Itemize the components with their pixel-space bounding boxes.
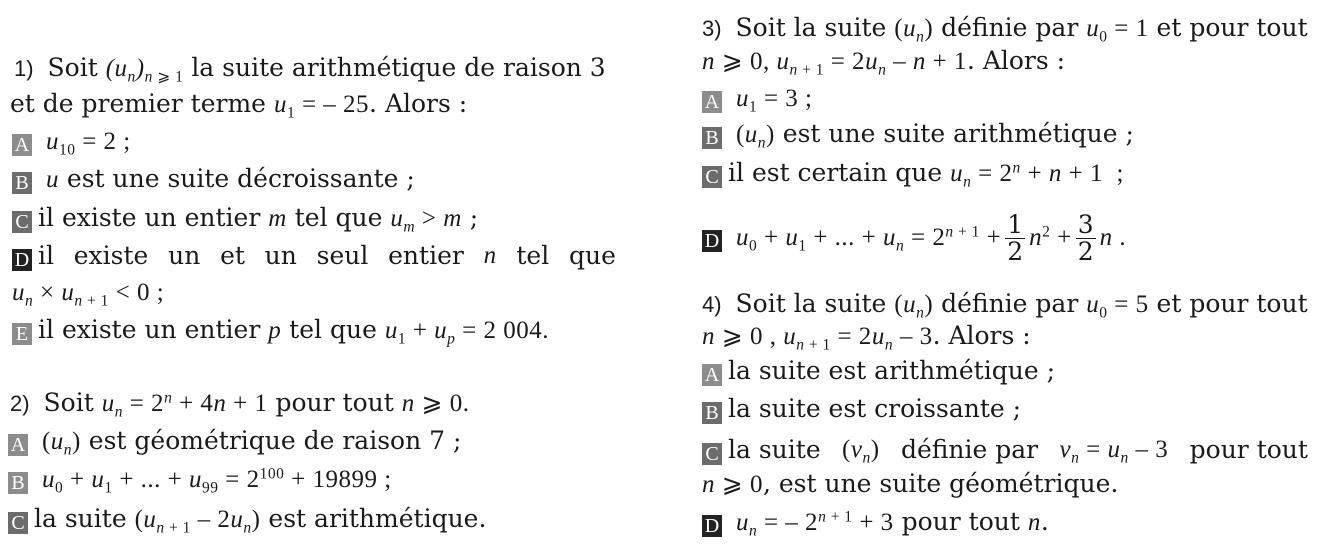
q4-seq: $(u_n)$ [894,291,934,322]
q1-statement [14,52,606,85]
option-badge-e: E [12,323,32,345]
q1-intro-line2-b: . Alors : [369,89,468,118]
q1-d-word: un [168,241,201,270]
q4-c-line1 [702,434,1308,466]
q1-option-b[interactable] [12,163,415,196]
q4-a-text: la suite est arithmétique ; [728,356,1055,385]
q1-intro-line2-a: et de premier terme [10,89,266,118]
q1-c-text-c: ; [461,203,479,232]
q3-d-expr-b: $n^2$ + [1029,223,1072,251]
q4-line2-b: . Alors : [932,321,1031,350]
q1-d-word: existe [73,241,149,270]
q4-c-text-c: pour tout [1189,435,1308,464]
q1-b-var: u [45,166,59,193]
q3-intro-c: et pour tout [1156,13,1308,42]
q4-c-cond: n ⩾ 0 [702,471,763,498]
q3-line2-b: . Alors : [966,46,1066,75]
q1-a-expr: $u_{10} = 2$ ; [45,128,131,159]
frac-numerator: 1 [1007,210,1024,239]
q3-u0: $u_0 = 1$ [1086,15,1149,46]
option-badge-c: C [12,211,32,233]
option-badge-a: A [702,91,722,113]
q1-c-text-a: il existe un entier [38,203,269,232]
q3-option-c[interactable] [702,157,1124,190]
option-badge-d: D [12,249,32,271]
q1-d-word: que [568,241,616,270]
q4-option-c-line2 [702,468,1118,501]
q3-intro-b: définie par [941,13,1079,42]
option-badge-a: A [12,134,32,156]
q1-option-a[interactable] [12,125,131,158]
q4-option-b[interactable] [702,393,1021,425]
q1-option-c[interactable] [12,202,478,235]
q2-option-a[interactable] [8,425,461,458]
q4-recurrence: n ⩾ 0 , $u_{n + 1} = 2u_n - 3$ [702,323,933,354]
q1-d-word: et [220,241,245,270]
q4-option-a[interactable] [702,355,1055,387]
q1-c-var: m [268,205,287,232]
q4-statement-line2 [702,320,1031,353]
q4-u0: $u_0 = 5$ [1086,291,1149,322]
q3-d-expr-c: n . [1099,224,1127,251]
q1-d-word: un [264,241,297,270]
q3-d-frac1 [1005,212,1025,265]
q3-statement-line2 [702,45,1065,78]
q1-seq: $(u_n)_{n ⩾ 1}$ [105,55,184,86]
q3-b-text: est une suite arithmétique ; [774,119,1134,148]
q2-c-text-b: est arithmétique. [260,504,487,533]
option-badge-c: C [702,166,722,188]
q2-c-text-a: la suite [34,504,135,533]
q4-d-var: n [1027,509,1041,536]
frac-denominator: 2 [1007,237,1024,266]
q1-d-word: il [38,241,54,270]
q2-a-text: est géométrique de raison 7 ; [80,426,462,455]
q3-number: 3) [702,16,722,41]
q4-number: 4) [702,292,722,317]
option-badge-d: D [702,230,722,252]
option-badge-b: B [702,402,722,424]
q2-a-expr: $(u_n)$ [41,428,81,459]
q4-c-line2-b: , est une suite géométrique. [762,469,1119,498]
q3-option-d[interactable] [702,208,1126,267]
q2-intro-b: pour tout [275,388,394,417]
q1-number: 1) [14,56,34,81]
q1-e-cond: $u_1 + u_p = 2$ 004. [384,317,550,348]
option-badge-a: A [702,364,722,386]
q4-intro-b: définie par [941,289,1079,318]
q3-statement [702,12,1308,45]
q3-recurrence: n ⩾ 0, $u_{n + 1} = 2u_n - n + 1$ [702,48,967,79]
q2-number: 2) [10,391,30,416]
q2-intro-a: Soit [43,388,94,417]
q3-c-text: il est certain que [728,158,951,187]
q4-option-c[interactable] [702,434,1308,466]
q2-option-c[interactable] [8,503,486,536]
q1-d-word: seul [316,241,369,270]
option-badge-b: B [702,127,722,149]
option-badge-b: B [8,472,28,494]
q4-d-expr: $u_n$ = – $2^{n + 1} + 3$ [735,508,894,540]
q4-d-text-a: pour tout [893,507,1028,536]
q4-c-text-a: la suite [728,435,821,464]
q3-intro-a: Soit la suite [735,13,887,42]
q3-a-expr: $u_1 = 3$ ; [735,85,813,116]
q2-b-expr: $u_0 + u_1$ + ... + $u_{99} = 2^{100} + 19899$ ; [41,465,392,497]
q1-d-word: tel [516,241,550,270]
option-badge-c: C [8,512,28,534]
q2-formula: $u_n = 2^n + 4n + 1$ [101,389,268,421]
q1-u1-eq: $u_1$ = – 25 [273,91,370,122]
q4-c-seq: $(v_n)$ [842,436,880,467]
q1-option-d-line2 [12,276,164,309]
q4-c-text-b: définie par [900,435,1039,464]
option-badge-a: A [8,434,28,456]
q4-intro-c: et pour tout [1156,289,1308,318]
q3-d-expr-a: $u_0 + u_1$ + ... + $u_n = 2^{n + 1}$ + [735,223,1002,255]
q3-b-expr: $(u_n)$ [735,121,775,152]
frac-numerator: 3 [1077,210,1094,239]
q1-e-text-b: tel que [281,315,385,344]
option-badge-d: D [702,515,722,537]
q4-statement [702,288,1308,321]
option-badge-b: B [12,172,32,194]
q1-intro-b: la suite arithmétique de raison 3 [191,53,606,82]
q1-c-cond: $u_m > m$ [390,205,462,236]
q4-intro-a: Soit la suite [735,289,887,318]
q3-seq: $(u_n)$ [894,15,934,46]
q2-statement [10,387,469,420]
q1-intro-a: Soit [47,53,98,82]
q1-statement-line2 [10,88,467,121]
option-badge-c: C [702,443,722,465]
q1-d-word: entier [388,241,464,270]
q4-b-text: la suite est croissante ; [728,394,1022,423]
q1-c-text-b: tel que [286,203,391,232]
q1-e-var: p [268,317,282,344]
q1-b-text: est une suite décroissante ; [58,164,415,193]
q1-option-d[interactable] [12,240,616,272]
q3-option-a[interactable] [702,82,813,115]
q4-c-def: $v_n = u_n - 3$ [1059,436,1169,467]
q2-cond: n ⩾ 0. [401,390,470,417]
q2-c-expr: $(u_{n + 1} - 2u_n)$ [134,506,261,537]
q1-d-line1 [12,240,616,272]
q3-c-expr: $u_n = 2^n + n + 1$ ; [950,159,1124,191]
frac-denominator: 2 [1077,237,1094,266]
q3-option-b[interactable] [702,118,1134,151]
q1-d-cond: $u_n \times u_{n + 1} < 0$ ; [12,279,165,310]
q1-e-text-a: il existe un entier [38,315,269,344]
q3-d-frac2 [1076,212,1096,265]
q4-d-text-b: . [1040,507,1049,536]
q4-option-d[interactable] [702,506,1049,539]
q1-option-e[interactable] [12,314,549,347]
q2-option-b[interactable] [8,463,392,496]
q1-d-word: n [483,242,497,269]
